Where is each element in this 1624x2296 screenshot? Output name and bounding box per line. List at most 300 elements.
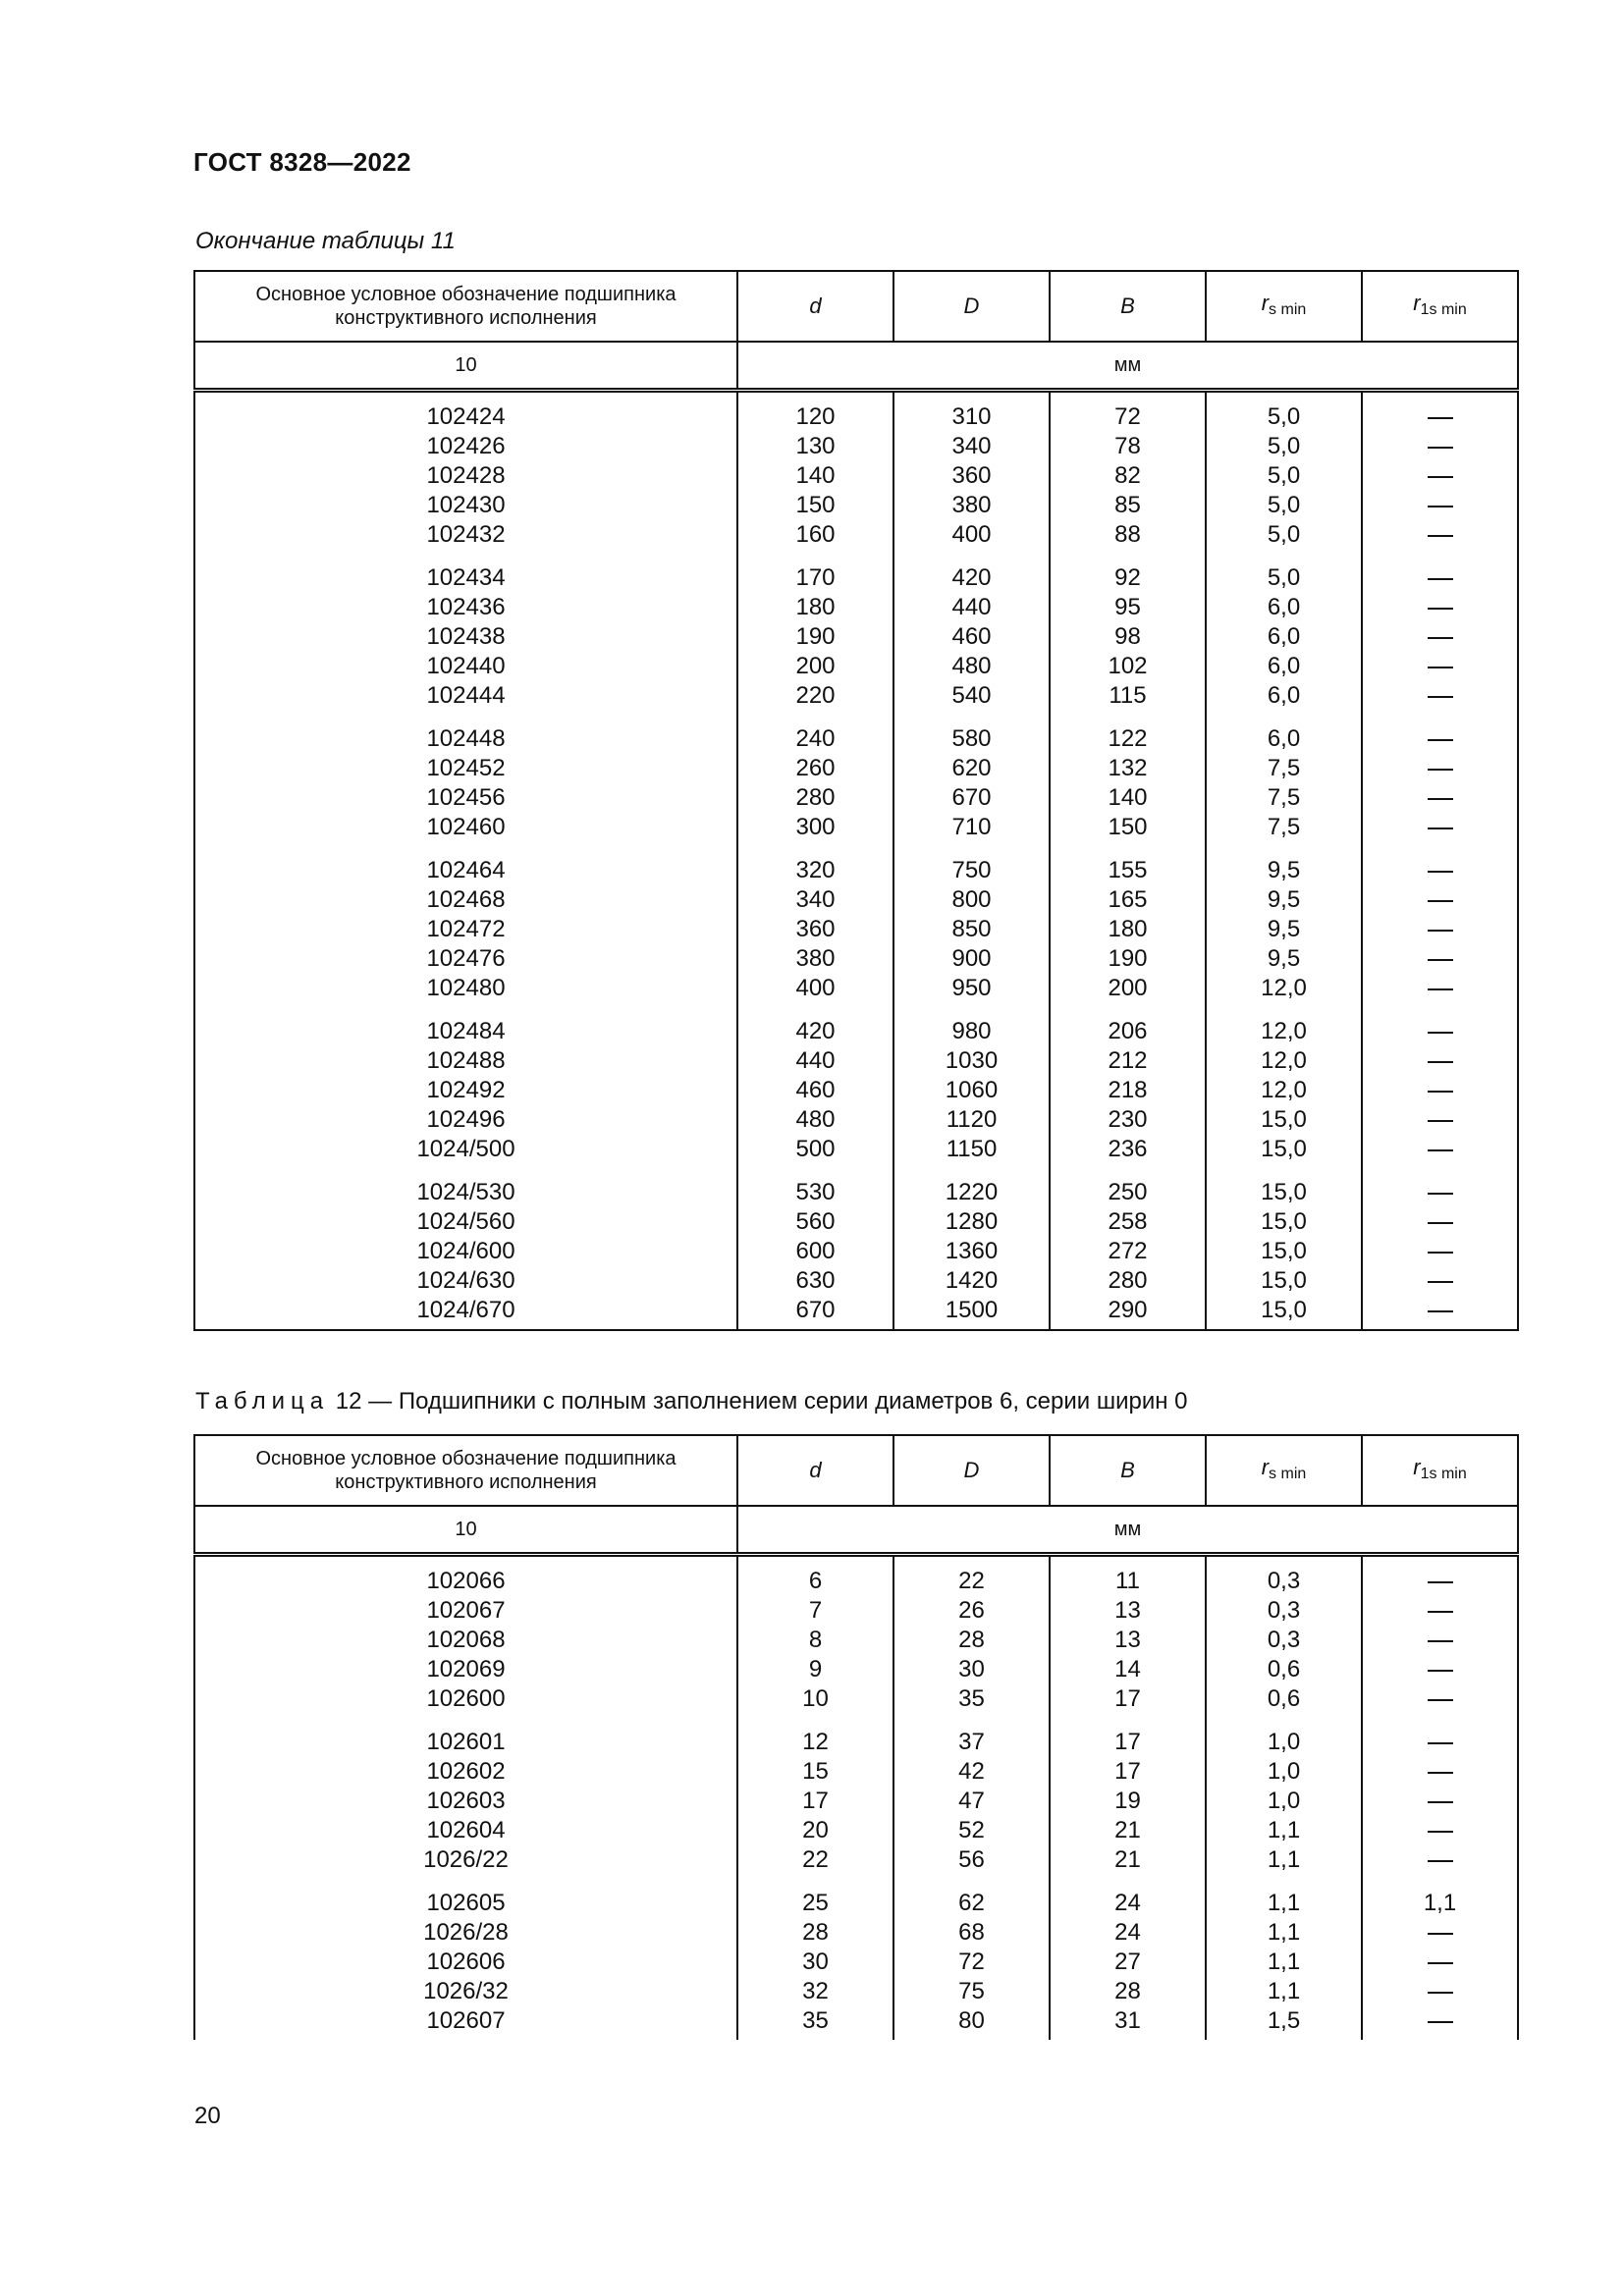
value-r1s-min [1363,1017,1517,1046]
value-D: 950 [951,975,992,1001]
value-d: 15 [802,1758,829,1785]
value-D: 72 [958,1949,985,1975]
value-B: 272 [1108,1238,1148,1264]
table-row-group [194,1007,1518,1168]
value-designation: 102460 [426,814,506,840]
value-rs-min: 1,0 [1267,1729,1301,1755]
value-d: 360 [795,916,836,942]
value-D: 1500 [945,1297,999,1323]
dash-mark [1428,608,1453,610]
value-rs-min: 7,5 [1267,814,1301,840]
value-B: 17 [1114,1685,1141,1712]
value-designation: 102472 [426,916,506,942]
value-r1s-min [1363,1237,1517,1266]
dash-mark [1428,506,1453,507]
value-D: 580 [951,725,992,752]
table-row-group [194,1718,1518,1879]
value-d: 220 [795,682,836,709]
value-designation: 102484 [426,1018,506,1044]
value-D: 980 [951,1018,992,1044]
value-d: 22 [802,1846,829,1873]
header-designation: Основное условное обозначение подшипника конструктивного исполнения [194,271,737,342]
value-r1s-min [1363,1135,1517,1164]
value-B: 85 [1114,492,1141,518]
value-designation: 102600 [426,1685,506,1712]
value-r1s-min [1363,652,1517,681]
value-rs-min: 1,1 [1267,1949,1301,1975]
value-rs-min: 9,5 [1267,945,1301,972]
value-d: 6 [808,1568,823,1594]
value-d: 28 [802,1919,829,1946]
value-B: 95 [1114,594,1141,620]
cell-D [893,1879,1050,2040]
value-B: 24 [1114,1919,1141,1946]
value-r1s-min [1363,1918,1517,1948]
value-rs-min: 12,0 [1261,1077,1307,1103]
dash-mark [1428,1962,1453,1964]
value-B: 27 [1114,1949,1141,1975]
value-d: 25 [802,1890,829,1916]
value-d: 9 [808,1656,823,1682]
value-r1s-min [1363,724,1517,754]
value-rs-min: 7,5 [1267,755,1301,781]
value-d: 260 [795,755,836,781]
value-B: 13 [1114,1597,1141,1624]
dash-mark [1428,447,1453,449]
dash-mark [1428,1640,1453,1642]
value-B: 98 [1114,623,1141,650]
header-rs-min: $r_{s min}$ [1206,271,1362,342]
cell-rs-min [1206,1168,1362,1330]
dash-mark [1428,1149,1453,1151]
dash-mark [1428,1120,1453,1122]
value-designation: 102069 [426,1656,506,1682]
cell-designation [194,715,737,846]
value-r1s-min [1363,885,1517,915]
value-r1s-min [1363,563,1517,593]
table-row-group [194,554,1518,715]
value-B: 122 [1108,725,1148,752]
dash-mark [1428,1032,1453,1034]
value-designation: 102067 [426,1597,506,1624]
dash-mark [1428,1742,1453,1744]
value-r1s-min [1363,622,1517,652]
dash-mark [1428,900,1453,902]
value-B: 31 [1114,2007,1141,2034]
value-rs-min: 15,0 [1261,1179,1307,1205]
value-B: 212 [1108,1047,1148,1074]
value-d: 670 [795,1297,836,1323]
cell-r1s-min [1362,846,1518,1007]
value-rs-min: 6,0 [1267,725,1301,752]
value-designation: 1024/600 [416,1238,515,1264]
value-D: 310 [951,403,992,430]
cell-d [737,1168,893,1330]
dash-mark [1428,1699,1453,1701]
value-B: 236 [1108,1136,1148,1162]
header-B: B [1050,271,1206,342]
dash-mark [1428,798,1453,800]
value-D: 1150 [946,1136,998,1162]
value-d: 280 [795,784,836,811]
value-designation: 102424 [426,403,506,430]
dash-mark [1428,535,1453,537]
value-designation: 102066 [426,1568,506,1594]
cell-D [893,554,1050,715]
value-r1s-min [1363,491,1517,520]
value-r1s-min [1363,974,1517,1003]
value-B: 132 [1108,755,1148,781]
value-D: 68 [958,1919,985,1946]
dash-mark [1428,1091,1453,1093]
cell-B [1050,846,1206,1007]
value-designation: 102605 [426,1890,506,1916]
value-d: 460 [795,1077,836,1103]
value-d: 160 [795,521,836,548]
value-D: 52 [958,1817,985,1843]
value-rs-min: 5,0 [1267,492,1301,518]
value-B: 102 [1108,653,1148,679]
value-D: 1060 [945,1077,999,1103]
value-B: 88 [1114,521,1141,548]
value-d: 200 [795,653,836,679]
dash-mark [1428,637,1453,639]
unit-col-number: 10 [194,342,737,391]
cell-B [1050,1168,1206,1330]
value-designation: 1024/670 [416,1297,515,1323]
value-rs-min: 1,1 [1267,1846,1301,1873]
value-r1s-min: 1,1 [1423,1890,1457,1916]
dash-mark [1428,2021,1453,2023]
dash-mark [1428,1801,1453,1803]
value-designation: 102476 [426,945,506,972]
value-rs-min: 0,6 [1267,1656,1301,1682]
cell-D [893,391,1050,555]
table-11-body [194,391,1518,1331]
value-D: 26 [958,1597,985,1624]
header-D: D [893,1435,1050,1506]
value-B: 19 [1114,1788,1141,1814]
table-row-group [194,1168,1518,1330]
value-d: 7 [808,1597,823,1624]
value-r1s-min [1363,2006,1517,2036]
value-D: 460 [951,623,992,650]
cell-B [1050,1007,1206,1168]
cell-rs-min [1206,1007,1362,1168]
value-designation: 102456 [426,784,506,811]
cell-r1s-min [1362,715,1518,846]
value-rs-min: 5,0 [1267,521,1301,548]
value-D: 75 [958,1978,985,2004]
value-d: 30 [802,1949,829,1975]
value-d: 630 [795,1267,836,1294]
dash-mark [1428,930,1453,932]
cell-r1s-min [1362,1007,1518,1168]
cell-designation [194,391,737,555]
dash-mark [1428,578,1453,580]
value-B: 24 [1114,1890,1141,1916]
value-d: 600 [795,1238,836,1264]
value-r1s-min [1363,856,1517,885]
header-B: B [1050,1435,1206,1506]
value-rs-min: 1,1 [1267,1919,1301,1946]
value-rs-min: 15,0 [1261,1106,1307,1133]
value-d: 35 [802,2007,829,2034]
unit-mm: мм [737,1506,1518,1555]
table-11 [193,270,1519,1331]
value-rs-min: 5,0 [1267,564,1301,591]
dash-mark [1428,1831,1453,1833]
unit-col-number: 10 [194,1506,737,1555]
value-rs-min: 12,0 [1261,1018,1307,1044]
cell-d [737,554,893,715]
cell-rs-min [1206,715,1362,846]
header-d: d [737,1435,893,1506]
value-rs-min: 1,1 [1267,1978,1301,2004]
value-d: 400 [795,975,836,1001]
value-D: 850 [951,916,992,942]
cell-d [737,1555,893,1719]
value-r1s-min [1363,1207,1517,1237]
value-D: 800 [951,886,992,913]
cell-B [1050,715,1206,846]
page-number: 20 [194,2103,221,2129]
document-title: ГОСТ 8328—2022 [193,147,411,177]
value-r1s-min [1363,1787,1517,1816]
dash-mark [1428,1772,1453,1774]
cell-r1s-min [1362,1879,1518,2040]
dash-mark [1428,988,1453,990]
cell-rs-min [1206,1555,1362,1719]
dash-mark [1428,828,1453,829]
cell-D [893,846,1050,1007]
cell-designation [194,1007,737,1168]
value-B: 17 [1114,1758,1141,1785]
value-r1s-min [1363,1977,1517,2006]
value-B: 165 [1108,886,1148,913]
value-D: 620 [951,755,992,781]
value-designation: 1024/530 [416,1179,515,1205]
table-12 [193,1434,1519,2040]
cell-D [893,715,1050,846]
cell-designation [194,1555,737,1719]
cell-d [737,715,893,846]
value-designation: 102492 [426,1077,506,1103]
cell-B [1050,554,1206,715]
dash-mark [1428,1281,1453,1283]
cell-D [893,1555,1050,1719]
cell-D [893,1718,1050,1879]
value-B: 14 [1114,1656,1141,1682]
dash-mark [1428,1222,1453,1224]
value-d: 530 [795,1179,836,1205]
value-designation: 102496 [426,1106,506,1133]
value-d: 8 [808,1627,823,1653]
value-D: 1220 [945,1179,999,1205]
cell-B [1050,391,1206,555]
value-designation: 1024/560 [416,1208,515,1235]
value-D: 440 [951,594,992,620]
value-D: 1120 [946,1106,998,1133]
value-r1s-min [1363,681,1517,711]
cell-d [737,391,893,555]
value-r1s-min [1363,1948,1517,1977]
value-r1s-min [1363,1684,1517,1714]
value-d: 140 [795,462,836,489]
value-r1s-min [1363,1105,1517,1135]
value-B: 13 [1114,1627,1141,1653]
value-r1s-min [1363,1626,1517,1655]
cell-rs-min [1206,391,1362,555]
value-designation: 102432 [426,521,506,548]
value-B: 21 [1114,1846,1141,1873]
value-r1s-min [1363,1845,1517,1875]
value-rs-min: 0,3 [1267,1568,1301,1594]
value-rs-min: 1,1 [1267,1817,1301,1843]
value-r1s-min [1363,944,1517,974]
table-row-group [194,391,1518,555]
value-rs-min: 5,0 [1267,403,1301,430]
value-designation: 102428 [426,462,506,489]
value-designation: 1024/500 [416,1136,515,1162]
value-d: 240 [795,725,836,752]
table-12-body [194,1555,1518,2041]
value-B: 230 [1108,1106,1148,1133]
value-B: 17 [1114,1729,1141,1755]
dash-mark [1428,667,1453,668]
dash-mark [1428,1193,1453,1195]
value-D: 80 [958,2007,985,2034]
value-d: 560 [795,1208,836,1235]
dash-mark [1428,871,1453,873]
cell-designation [194,1879,737,2040]
value-r1s-min [1363,1728,1517,1757]
value-rs-min: 12,0 [1261,975,1307,1001]
value-B: 200 [1108,975,1148,1001]
value-designation: 102426 [426,433,506,459]
value-r1s-min [1363,1266,1517,1296]
value-B: 290 [1108,1297,1148,1323]
value-r1s-min [1363,1655,1517,1684]
value-r1s-min [1363,1757,1517,1787]
value-d: 10 [802,1685,829,1712]
value-r1s-min [1363,1296,1517,1325]
cell-d [737,1718,893,1879]
value-designation: 102440 [426,653,506,679]
value-rs-min: 0,6 [1267,1685,1301,1712]
value-r1s-min [1363,813,1517,842]
value-rs-min: 6,0 [1267,594,1301,620]
table-row-group [194,846,1518,1007]
value-designation: 102430 [426,492,506,518]
value-designation: 102464 [426,857,506,883]
value-r1s-min [1363,1076,1517,1105]
value-designation: 102452 [426,755,506,781]
value-designation: 1026/22 [423,1846,509,1873]
value-D: 340 [951,433,992,459]
value-D: 47 [958,1788,985,1814]
value-rs-min: 0,3 [1267,1627,1301,1653]
value-designation: 102468 [426,886,506,913]
dash-mark [1428,959,1453,961]
value-D: 22 [958,1568,985,1594]
value-designation: 102444 [426,682,506,709]
value-D: 480 [951,653,992,679]
value-D: 400 [951,521,992,548]
value-B: 258 [1108,1208,1148,1235]
dash-mark [1428,1252,1453,1254]
cell-designation [194,1718,737,1879]
dash-mark [1428,1992,1453,1994]
header-r1s-min: $r_{1s min}$ [1362,1435,1518,1506]
value-designation: 102607 [426,2007,506,2034]
cell-r1s-min [1362,554,1518,715]
value-r1s-min [1363,402,1517,432]
header-d: d [737,271,893,342]
value-rs-min: 15,0 [1261,1267,1307,1294]
value-rs-min: 15,0 [1261,1297,1307,1323]
value-r1s-min [1363,1816,1517,1845]
value-D: 37 [958,1729,985,1755]
value-B: 250 [1108,1179,1148,1205]
value-r1s-min [1363,461,1517,491]
value-B: 92 [1114,564,1141,591]
value-D: 62 [958,1890,985,1916]
value-r1s-min [1363,432,1517,461]
table-row-group [194,1555,1518,1719]
value-r1s-min [1363,593,1517,622]
value-designation: 102434 [426,564,506,591]
table-12-caption: Таблица 12 — Подшипники с полным заполнением серии диаметров 6, серии ширин 0 [195,1388,1188,1415]
dash-mark [1428,417,1453,419]
value-rs-min: 15,0 [1261,1136,1307,1162]
value-D: 1030 [945,1047,999,1074]
dash-mark [1428,1581,1453,1583]
value-designation: 102480 [426,975,506,1001]
value-designation: 1026/32 [423,1978,509,2004]
value-rs-min: 7,5 [1267,784,1301,811]
value-d: 500 [795,1136,836,1162]
cell-r1s-min [1362,1555,1518,1719]
cell-designation [194,846,737,1007]
cell-designation [194,554,737,715]
value-rs-min: 1,0 [1267,1758,1301,1785]
value-rs-min: 9,5 [1267,916,1301,942]
table-row-group [194,1879,1518,2040]
cell-D [893,1168,1050,1330]
value-rs-min: 15,0 [1261,1208,1307,1235]
value-rs-min: 1,1 [1267,1890,1301,1916]
value-B: 11 [1115,1568,1140,1594]
value-D: 35 [958,1685,985,1712]
value-r1s-min [1363,1567,1517,1596]
value-rs-min: 12,0 [1261,1047,1307,1074]
value-designation: 102436 [426,594,506,620]
value-rs-min: 5,0 [1267,462,1301,489]
value-D: 540 [951,682,992,709]
cell-rs-min [1206,554,1362,715]
value-D: 380 [951,492,992,518]
cell-B [1050,1879,1206,2040]
value-r1s-min [1363,915,1517,944]
value-d: 32 [802,1978,829,2004]
cell-designation [194,1168,737,1330]
value-designation: 102488 [426,1047,506,1074]
value-designation: 102438 [426,623,506,650]
value-designation: 102601 [426,1729,506,1755]
value-D: 900 [951,945,992,972]
value-B: 190 [1108,945,1148,972]
